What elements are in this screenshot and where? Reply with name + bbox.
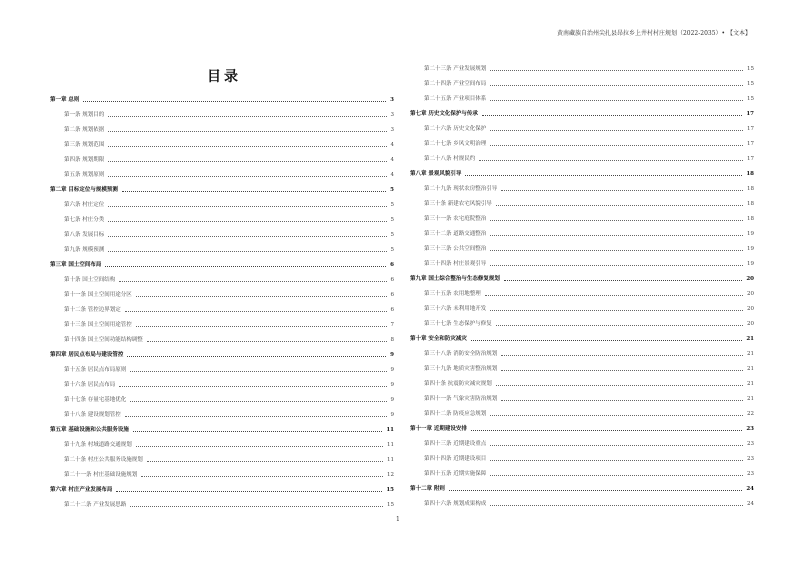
toc-entry-title: 第七章 历史文化保护与传承 bbox=[410, 111, 478, 117]
toc-entry-page: 6 bbox=[390, 277, 394, 283]
dot-leader bbox=[108, 251, 386, 252]
dot-leader bbox=[465, 175, 742, 176]
dot-leader bbox=[490, 85, 743, 86]
toc-entry-page: 20 bbox=[747, 291, 754, 297]
toc-article-entry[interactable] bbox=[410, 58, 754, 73]
dot-leader bbox=[504, 280, 742, 281]
dot-leader bbox=[130, 371, 386, 372]
toc-entry-page: 24 bbox=[746, 486, 754, 492]
toc-article-entry[interactable] bbox=[50, 224, 394, 239]
toc-entry-page: 4 bbox=[390, 142, 394, 148]
toc-entry-title: 第三十一条 农宅庭院整治 bbox=[424, 216, 487, 222]
toc-chapter-entry[interactable] bbox=[50, 179, 394, 194]
toc-entry-page: 23 bbox=[747, 471, 754, 477]
dot-leader bbox=[496, 385, 743, 386]
toc-article-entry[interactable] bbox=[410, 298, 754, 313]
toc-article-entry[interactable] bbox=[50, 104, 394, 119]
toc-entry-page: 18 bbox=[747, 186, 754, 192]
toc-entry-title: 第二十六条 历史文化保护 bbox=[424, 126, 487, 132]
toc-article-entry[interactable] bbox=[410, 463, 754, 478]
toc-entry-title: 第一章 总则 bbox=[50, 97, 80, 103]
toc-article-entry[interactable] bbox=[410, 373, 754, 388]
toc-article-entry[interactable] bbox=[410, 208, 754, 223]
toc-entry-page: 15 bbox=[747, 96, 754, 102]
toc-entry-title: 第三十三条 公共空间整治 bbox=[424, 246, 487, 252]
toc-entry-title: 第四十五条 近期实施保障 bbox=[424, 471, 487, 477]
toc-entry-page: 8 bbox=[390, 337, 394, 343]
dot-leader bbox=[490, 445, 743, 446]
toc-article-entry[interactable] bbox=[410, 388, 754, 403]
dot-leader bbox=[147, 461, 383, 462]
toc-right-column bbox=[410, 58, 754, 508]
dot-leader bbox=[490, 100, 743, 101]
dot-leader bbox=[490, 145, 743, 146]
toc-article-entry[interactable] bbox=[410, 313, 754, 328]
toc-entry-page: 11 bbox=[387, 442, 394, 448]
toc-entry-page: 5 bbox=[390, 202, 394, 208]
toc-entry-title: 第三十六条 未利用地开发 bbox=[424, 306, 487, 312]
toc-entry-title: 第四十二条 防疫应急规划 bbox=[424, 411, 487, 417]
toc-entry-page: 4 bbox=[390, 172, 394, 178]
toc-entry-title: 第十条 国土空间结构 bbox=[64, 277, 116, 283]
toc-entry-title: 第二十九条 现状农房整治引导 bbox=[424, 186, 498, 192]
toc-article-entry[interactable] bbox=[50, 194, 394, 209]
toc-article-entry[interactable] bbox=[410, 178, 754, 193]
toc-entry-page: 15 bbox=[386, 487, 394, 493]
toc-article-entry[interactable] bbox=[50, 434, 394, 449]
toc-entry-page: 20 bbox=[746, 276, 754, 282]
toc-entry-page: 15 bbox=[387, 502, 394, 508]
toc-entry-page: 23 bbox=[747, 441, 754, 447]
toc-entry-page: 17 bbox=[747, 156, 754, 162]
toc-entry-page: 3 bbox=[390, 112, 394, 118]
toc-entry-page: 21 bbox=[747, 351, 754, 357]
toc-article-entry[interactable] bbox=[410, 403, 754, 418]
dot-leader bbox=[130, 506, 383, 507]
toc-entry-title: 第三十四条 村庄景观引导 bbox=[424, 261, 487, 267]
dot-leader bbox=[496, 325, 743, 326]
toc-entry-page: 7 bbox=[390, 322, 394, 328]
toc-entry-title: 第二条 规划依据 bbox=[64, 127, 105, 133]
dot-leader bbox=[490, 250, 743, 251]
toc-entry-title: 第二十三条 产业发展规划 bbox=[424, 66, 487, 72]
dot-leader bbox=[116, 491, 382, 492]
toc-entry-title: 第二十七条 乡风文明治理 bbox=[424, 141, 487, 147]
toc-entry-title: 第四条 规划期限 bbox=[64, 157, 105, 163]
toc-article-entry[interactable] bbox=[50, 299, 394, 314]
dot-leader bbox=[125, 416, 387, 417]
dot-leader bbox=[108, 131, 386, 132]
toc-article-entry[interactable] bbox=[410, 253, 754, 268]
dot-leader bbox=[108, 236, 386, 237]
toc-entry-title: 第二十八条 村规民约 bbox=[424, 156, 476, 162]
toc-entry-page: 3 bbox=[390, 127, 394, 133]
toc-entry-page: 9 bbox=[390, 382, 394, 388]
toc-entry-title: 第三章 国土空间布局 bbox=[50, 262, 102, 268]
toc-article-entry[interactable] bbox=[50, 359, 394, 374]
dot-leader bbox=[490, 310, 743, 311]
toc-chapter-entry[interactable] bbox=[50, 344, 394, 359]
toc-article-entry[interactable] bbox=[50, 389, 394, 404]
toc-entry-page: 18 bbox=[747, 216, 754, 222]
dot-leader bbox=[471, 430, 742, 431]
toc-entry-page: 11 bbox=[387, 457, 394, 463]
toc-entry-title: 第一条 规划目的 bbox=[64, 112, 105, 118]
toc-entry-page: 11 bbox=[386, 427, 394, 433]
toc-entry-page: 20 bbox=[747, 306, 754, 312]
toc-entry-title: 第十五条 居民点布局原则 bbox=[64, 367, 127, 373]
toc-entry-page: 20 bbox=[747, 321, 754, 327]
toc-entry-page: 9 bbox=[390, 412, 394, 418]
toc-entry-title: 第八章 景观风貌引导 bbox=[410, 171, 462, 177]
toc-entry-title: 第十三条 国土空间用途管控 bbox=[64, 322, 132, 328]
dot-leader bbox=[490, 130, 743, 131]
dot-leader bbox=[119, 281, 386, 282]
toc-article-entry[interactable] bbox=[410, 223, 754, 238]
dot-leader bbox=[479, 160, 743, 161]
dot-leader bbox=[501, 370, 743, 371]
toc-entry-title: 第十二章 附则 bbox=[410, 486, 445, 492]
toc-chapter-entry[interactable] bbox=[410, 478, 754, 493]
dot-leader bbox=[119, 386, 386, 387]
toc-article-entry[interactable] bbox=[410, 118, 754, 133]
toc-entry-title: 第十二条 管控边界划定 bbox=[64, 307, 121, 313]
toc-left-column bbox=[50, 89, 394, 509]
toc-entry-title: 第六条 村庄定位 bbox=[64, 202, 105, 208]
toc-article-entry[interactable] bbox=[50, 374, 394, 389]
dot-leader bbox=[108, 176, 386, 177]
toc-entry-page: 15 bbox=[747, 66, 754, 72]
toc-chapter-entry[interactable] bbox=[50, 89, 394, 104]
toc-entry-title: 第十七条 存量宅基地优化 bbox=[64, 397, 127, 403]
dot-leader bbox=[501, 355, 743, 356]
dot-leader bbox=[83, 101, 386, 102]
toc-entry-title: 第三十五条 农用地整理 bbox=[424, 291, 481, 297]
toc-entry-title: 第二十条 村庄公共服务设施规划 bbox=[64, 457, 143, 463]
toc-entry-page: 21 bbox=[747, 366, 754, 372]
toc-entry-page: 5 bbox=[390, 217, 394, 223]
toc-chapter-entry[interactable] bbox=[410, 268, 754, 283]
dot-leader bbox=[490, 460, 743, 461]
toc-chapter-entry[interactable] bbox=[50, 254, 394, 269]
dot-leader bbox=[490, 265, 743, 266]
dot-leader bbox=[471, 340, 742, 341]
dot-leader bbox=[105, 266, 386, 267]
dot-leader bbox=[496, 205, 743, 206]
toc-entry-page: 4 bbox=[390, 157, 394, 163]
toc-article-entry[interactable] bbox=[410, 238, 754, 253]
dot-leader bbox=[108, 206, 386, 207]
toc-article-entry[interactable] bbox=[410, 133, 754, 148]
toc-article-entry[interactable] bbox=[50, 314, 394, 329]
toc-article-entry[interactable] bbox=[50, 209, 394, 224]
toc-entry-title: 第二十四条 产业空间布局 bbox=[424, 81, 487, 87]
toc-entry-title: 第八条 发展目标 bbox=[64, 232, 105, 238]
toc-entry-title: 第四十三条 近期建设重点 bbox=[424, 441, 487, 447]
dot-leader bbox=[501, 190, 743, 191]
toc-entry-title: 第十一章 近期建设安排 bbox=[410, 426, 467, 432]
toc-article-entry[interactable] bbox=[50, 329, 394, 344]
dot-leader bbox=[108, 221, 386, 222]
toc-entry-page: 6 bbox=[390, 262, 394, 268]
toc-chapter-entry[interactable] bbox=[410, 418, 754, 433]
toc-entry-title: 第三十二条 道路交通整治 bbox=[424, 231, 487, 237]
toc-entry-title: 第三十九条 地质灾害整治规划 bbox=[424, 366, 498, 372]
toc-entry-title: 第四十六条 规划成果构成 bbox=[424, 501, 487, 507]
toc-chapter-entry[interactable] bbox=[50, 479, 394, 494]
toc-entry-title: 第十九条 村域道路交通规划 bbox=[64, 442, 132, 448]
toc-chapter-entry[interactable] bbox=[410, 103, 754, 118]
toc-entry-title: 第三十七条 生态保护与修复 bbox=[424, 321, 492, 327]
dot-leader bbox=[125, 311, 387, 312]
toc-entry-title: 第五章 基础设施和公共服务设施 bbox=[50, 427, 129, 433]
dot-leader bbox=[108, 146, 386, 147]
toc-entry-page: 5 bbox=[390, 232, 394, 238]
toc-entry-page: 18 bbox=[746, 171, 754, 177]
toc-entry-page: 9 bbox=[390, 352, 394, 358]
toc-entry-title: 第四章 居民点布局与建设管控 bbox=[50, 352, 124, 358]
toc-article-entry[interactable] bbox=[50, 134, 394, 149]
toc-entry-title: 第十六条 居民点布局 bbox=[64, 382, 116, 388]
toc-entry-title: 第十章 安全和防灾减灾 bbox=[410, 336, 467, 342]
toc-article-entry[interactable] bbox=[50, 164, 394, 179]
toc-entry-title: 第三十条 新建农宅风貌引导 bbox=[424, 201, 492, 207]
dot-leader bbox=[501, 400, 743, 401]
toc-entry-title: 第十一条 国土空间用途分区 bbox=[64, 292, 132, 298]
dot-leader bbox=[482, 115, 742, 116]
toc-entry-title: 第二十五条 产业项目体系 bbox=[424, 96, 487, 102]
toc-entry-title: 第十八条 建设规划管控 bbox=[64, 412, 121, 418]
dot-leader bbox=[490, 505, 743, 506]
toc-entry-page: 17 bbox=[746, 111, 754, 117]
toc-article-entry[interactable] bbox=[410, 73, 754, 88]
toc-entry-page: 5 bbox=[390, 187, 394, 193]
dot-leader bbox=[490, 220, 743, 221]
toc-article-entry[interactable] bbox=[50, 239, 394, 254]
toc-article-entry[interactable] bbox=[410, 493, 754, 508]
toc-entry-page: 21 bbox=[747, 396, 754, 402]
dot-leader bbox=[147, 341, 387, 342]
toc-entry-page: 15 bbox=[747, 81, 754, 87]
toc-entry-page: 3 bbox=[390, 97, 394, 103]
dot-leader bbox=[136, 446, 383, 447]
dot-leader bbox=[490, 415, 743, 416]
toc-article-entry[interactable] bbox=[410, 88, 754, 103]
toc-entry-page: 18 bbox=[747, 201, 754, 207]
toc-entry-page: 21 bbox=[747, 381, 754, 387]
toc-article-entry[interactable] bbox=[410, 343, 754, 358]
toc-chapter-entry[interactable] bbox=[50, 419, 394, 434]
dot-leader bbox=[141, 476, 383, 477]
toc-article-entry[interactable] bbox=[410, 433, 754, 448]
toc-entry-page: 6 bbox=[390, 292, 394, 298]
toc-article-entry[interactable] bbox=[410, 358, 754, 373]
toc-entry-page: 19 bbox=[747, 246, 754, 252]
toc-article-entry[interactable] bbox=[50, 464, 394, 479]
toc-entry-page: 22 bbox=[747, 411, 754, 417]
toc-entry-title: 第三条 规划范围 bbox=[64, 142, 105, 148]
toc-entry-page: 17 bbox=[747, 141, 754, 147]
page-number: 1 bbox=[396, 516, 400, 523]
toc-entry-title: 第四十一条 气象灾害防治规划 bbox=[424, 396, 498, 402]
toc-entry-title: 第四十条 抗震防灾减灾规划 bbox=[424, 381, 492, 387]
toc-entry-page: 5 bbox=[390, 247, 394, 253]
dot-leader bbox=[136, 326, 387, 327]
toc-entry-title: 第十四条 国土空间功能结构调整 bbox=[64, 337, 143, 343]
toc-entry-page: 24 bbox=[747, 501, 754, 507]
toc-entry-page: 23 bbox=[746, 426, 754, 432]
toc-chapter-entry[interactable] bbox=[410, 328, 754, 343]
toc-entry-title: 第六章 村庄产业发展布局 bbox=[50, 487, 113, 493]
toc-entry-page: 9 bbox=[390, 367, 394, 373]
dot-leader bbox=[490, 475, 743, 476]
toc-entry-page: 6 bbox=[390, 307, 394, 313]
dot-leader bbox=[490, 70, 743, 71]
toc-article-entry[interactable] bbox=[410, 148, 754, 163]
toc-entry-title: 第七条 村庄分类 bbox=[64, 217, 105, 223]
toc-article-entry[interactable] bbox=[50, 404, 394, 419]
toc-entry-title: 第五条 规划原则 bbox=[64, 172, 105, 178]
dot-leader bbox=[130, 401, 386, 402]
toc-article-entry[interactable] bbox=[50, 119, 394, 134]
toc-entry-title: 第二十一条 村庄基础设施规划 bbox=[64, 472, 138, 478]
toc-article-entry[interactable] bbox=[50, 494, 394, 509]
toc-entry-title: 第四十四条 近期建设项目 bbox=[424, 456, 487, 462]
document-header: 黄南藏族自治州尖扎县昂拉乡上井村村庄规划（2022-2035）• 【文本】 bbox=[556, 30, 751, 37]
dot-leader bbox=[449, 490, 742, 491]
dot-leader bbox=[485, 295, 743, 296]
toc-entry-page: 23 bbox=[747, 456, 754, 462]
toc-entry-page: 19 bbox=[747, 261, 754, 267]
toc-article-entry[interactable] bbox=[50, 449, 394, 464]
dot-leader bbox=[127, 356, 386, 357]
toc-entry-page: 12 bbox=[387, 472, 394, 478]
toc-entry-title: 第二章 目标定位与规模预测 bbox=[50, 187, 118, 193]
toc-article-entry[interactable] bbox=[50, 149, 394, 164]
toc-entry-title: 第九章 国土综合整治与生态修复规划 bbox=[410, 276, 500, 282]
toc-entry-title: 第二十二条 产业发展思路 bbox=[64, 502, 127, 508]
dot-leader bbox=[133, 431, 382, 432]
toc-entry-page: 19 bbox=[747, 231, 754, 237]
toc-entry-page: 21 bbox=[746, 336, 754, 342]
dot-leader bbox=[108, 161, 386, 162]
toc-article-entry[interactable] bbox=[410, 283, 754, 298]
toc-entry-title: 第九条 规模预测 bbox=[64, 247, 105, 253]
dot-leader bbox=[108, 116, 386, 117]
toc-entry-page: 17 bbox=[747, 126, 754, 132]
toc-article-entry[interactable] bbox=[50, 269, 394, 284]
dot-leader bbox=[136, 296, 387, 297]
dot-leader bbox=[490, 235, 743, 236]
toc-article-entry[interactable] bbox=[410, 193, 754, 208]
toc-article-entry[interactable] bbox=[50, 284, 394, 299]
toc-chapter-entry[interactable] bbox=[410, 163, 754, 178]
toc-entry-title: 第三十八条 消防安全防治规划 bbox=[424, 351, 498, 357]
toc-entry-page: 9 bbox=[390, 397, 394, 403]
toc-title: 目录 bbox=[207, 69, 241, 85]
dot-leader bbox=[122, 191, 386, 192]
toc-article-entry[interactable] bbox=[410, 448, 754, 463]
